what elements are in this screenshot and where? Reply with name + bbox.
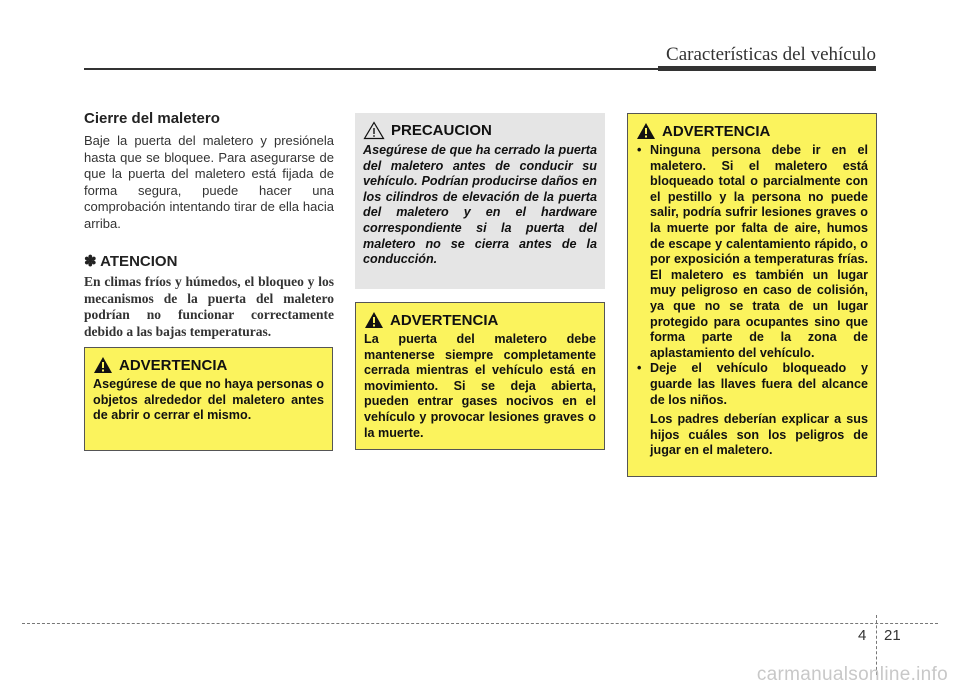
warning-box-header xyxy=(636,122,868,140)
left-column xyxy=(84,110,334,340)
section-title: Cierre del maletero xyxy=(84,110,220,127)
warning-triangle-icon xyxy=(93,356,113,374)
atencion-body: En climas fríos y húmedos, el bloqueo y los mecanismos de la puerta del maletero podrían no funcionar correctamente debido a las bajas temperaturas. xyxy=(84,274,334,339)
warning-title: ADVERTENCIA xyxy=(119,356,228,374)
warning-triangle-icon xyxy=(364,311,384,329)
warning-bullet: • Deje el vehículo bloqueado y guarde las llaves fuera del alcance de los niños. xyxy=(636,361,868,408)
caution-box-header xyxy=(363,121,597,140)
warning-box-right xyxy=(627,113,877,477)
warning-triangle-icon xyxy=(636,122,656,140)
warning-box-left xyxy=(84,347,333,451)
caution-box xyxy=(355,113,605,289)
warning-title: ADVERTENCIA xyxy=(390,311,499,329)
section-body: Baje la puerta del maletero y presiónela hasta que se bloquee. Para asegurarse de que la puerta del maletero está fijada de forma segura, puede hacer una comprobación intentando tirar de ella hacia arriba. xyxy=(84,133,334,231)
chapter-number: 4 xyxy=(858,627,867,644)
caution-body: Asegúrese de que ha cerrado la puerta del maletero antes de conducir su vehículo. Podrían producirse daños en los cilindros de elevación de la puerta del maletero y en el hardware correspondiente si la puerta del maletero no se cierra antes de la conducción. xyxy=(363,143,597,267)
header-title: Características del vehículo xyxy=(666,44,876,65)
warning-box-middle xyxy=(355,302,605,450)
warning-box-header xyxy=(364,311,596,329)
watermark: carmanualsonline.info xyxy=(756,664,948,685)
warning-box-header xyxy=(93,356,324,374)
header-rule-accent xyxy=(658,66,876,71)
footer-rule xyxy=(22,623,938,624)
warning-title: ADVERTENCIA xyxy=(662,122,771,140)
caution-triangle-icon xyxy=(363,121,385,140)
page-number: 21 xyxy=(884,627,901,644)
warning-bullet: • Ninguna persona debe ir en el maletero. Si el maletero está bloqueado total o parcialmente con el pestillo y la persona no puede salir, podría sufrir lesiones graves o la muerte por falta de aire, humos de escape y calentamiento rápido, o por exposición a temperaturas frías. El maletero es también un lugar muy peligroso en caso de colisión, ya que no se trata de un lugar protegido para ocupantes sino que forma parte de la zona de aplastamiento del vehículo. xyxy=(636,143,868,361)
atencion-title: ✽ ATENCION xyxy=(84,253,178,270)
warning-bullet-list xyxy=(636,143,868,408)
warning-body: La puerta del maletero debe mantenerse siempre completamente cerrada mientras el vehículo está en movimiento. Si se deja abierta, pueden entrar gases nocivos en el vehículo y provocar lesiones graves o la muerte. xyxy=(364,332,596,440)
warning-extra: Los padres deberían explicar a sus hijos cuáles son los peligros de jugar en el maletero. xyxy=(650,412,868,458)
warning-body: Asegúrese de que no haya personas o objetos alrededor del maletero antes de abrir o cerrar el mismo. xyxy=(93,377,324,423)
caution-title: PRECAUCION xyxy=(391,122,492,139)
